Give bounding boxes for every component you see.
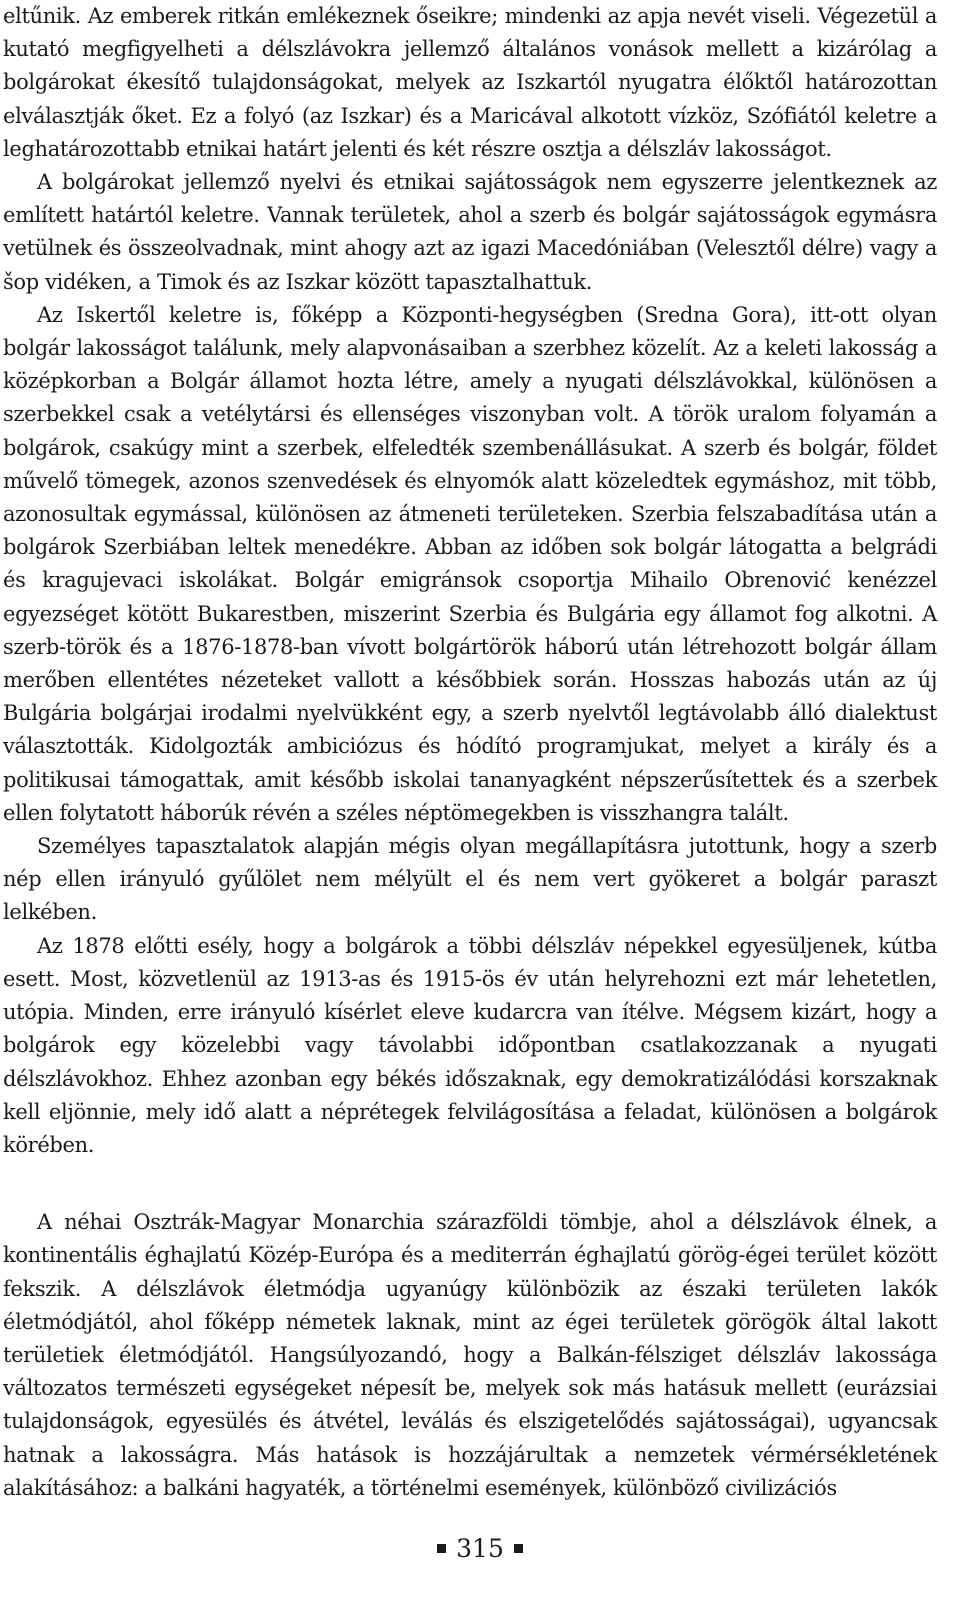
bullet-square-icon (514, 1544, 523, 1553)
paragraph-5: Az 1878 előtti esély, hogy a bolgárok a többi délszláv népekkel egyesüljenek, kútba esett. Most, közvetlenül az 1913-as és 1915-ös év után helyrehozni ezt már lehetetlen, utópia. Minden, erre irányuló kísérlet eleve kudarcra van ítélve. Mégsem kizárt, hogy a bolgárok egy közelebbi vagy távolabbi időpontban csatlakozzanak a nyugati délszlávokhoz. Ehhez azonban egy békés időszaknak, egy demokratizálódási korszaknak kell eljönnie, mely idő alatt a néprétegek felvilágosítása a feladat, különösen a bolgárok körében. (3, 933, 937, 1157)
page-body (3, 0, 937, 1505)
paragraph-6: A néhai Osztrák-Magyar Monarchia szárazföldi tömbje, ahol a délszlávok élnek, a kontinentális éghajlatú Közép-Európa és a mediterrán éghajlatú görög-égei terület között fekszik. A délszlávok életmódja ugyanúgy különbözik az északi területen lakók életmódjától, ahol főképp németek laknak, mint az égei területek görögök által lakott területiek életmódjától. Hangsúlyozandó, hogy a Balkán-félsziget délszláv lakossága változatos természeti egységeket népesít be, melyek sok más hatásuk mellett (eurázsiai tulajdonságok, egyesülés és átvétel, leválás és elszigetelődés sajátosságai), ugyancsak hatnak a lakosságra. Más hatások is hozzájárultak a nemzetek vérmérsékletének alakításához: a balkáni hagyaték, a történelmi események, különböző civilizációs (3, 1210, 937, 1500)
paragraph-2: A bolgárokat jellemző nyelvi és etnikai sajátosságok nem egyszerre jelentkeznek az említett határtól keletre. Vannak területek, ahol a szerb és bolgár sajátosságok egymásra vetülnek és összeolvadnak, mint ahogy azt az igazi Macedóniában (Velesztől délre) vagy a šop vidéken, a Timok és az Iszkar között tapasztalhattuk. (3, 170, 937, 294)
paragraph-1: eltűnik. Az emberek ritkán emlékeznek őseikre; mindenki az apja nevét viseli. Végezetül a kutató megfigyelheti a délszlávokra jellemző általános vonások mellett a kizárólag a bolgárokat ékesítő tulajdonságokat, melyek az Iszkartól nyugatra élőktől határozottan elválasztják őket. Ez a folyó (az Iszkar) és a Maricával alkotott vízköz, Szófiától keletre a leghatározottabb etnikai határt jelenti és két részre osztja a délszláv lakosságot. (3, 4, 937, 161)
page-number: 315 (456, 1534, 504, 1563)
page-footer (0, 1534, 960, 1563)
paragraph-4: Személyes tapasztalatok alapján mégis olyan megállapításra jutottunk, hogy a szerb nép ellen irányuló gyűlölet nem mélyült el és nem vert gyökeret a bolgár paraszt lelkében. (3, 834, 937, 925)
bullet-square-icon (437, 1544, 446, 1553)
paragraph-3: Az Iskertől keletre is, főképp a Központi-hegységben (Sredna Gora), itt-ott olyan bolgár lakosságot találunk, mely alapvonásaiban a szerbhez közelít. Az a keleti lakosság a középkorban a Bolgár államot hozta létre, amely a nyugati délszlávokkal, különösen a szerbekkel csak a vetélytársi és ellenséges viszonyban volt. A török uralom folyamán a bolgárok, csakúgy mint a szerbek, elfeledték szembenállásukat. A szerb és bolgár, földet művelő tömegek, azonos szenvedések és elnyomók alatt közeledtek egymáshoz, mit több, azonosultak egymással, különösen az átmeneti területeken. Szerbia felszabadítása után a bolgárok Szerbiában leltek menedékre. Abban az időben sok bolgár látogatta a belgrádi és kragujevaci iskolákat. Bolgár emigránsok csoportja Mihailo Obrenović kenézzel egyezséget kötött Bukarestben, miszerint Szerbia és Bulgária egy államot fog alkotni. A szerb-török és a 1876-1878-ban vívott bolgártörök háború után létrehozott bolgár állam merőben ellentétes nézeteket vallott a későbbiek során. Hosszas habozás után az új Bulgária bolgárjai irodalmi nyelvükként egy, a szerb nyelvtől legtávolabb álló dialektust választották. Kidolgozták ambiciózus és hódító programjukat, melyet a király és a politikusai támogattak, amit később iskolai tananyagként népszerűsítettek és a szerbek ellen folytatott háborúk révén a széles néptömegekben is visszhangra talált. (3, 302, 937, 825)
